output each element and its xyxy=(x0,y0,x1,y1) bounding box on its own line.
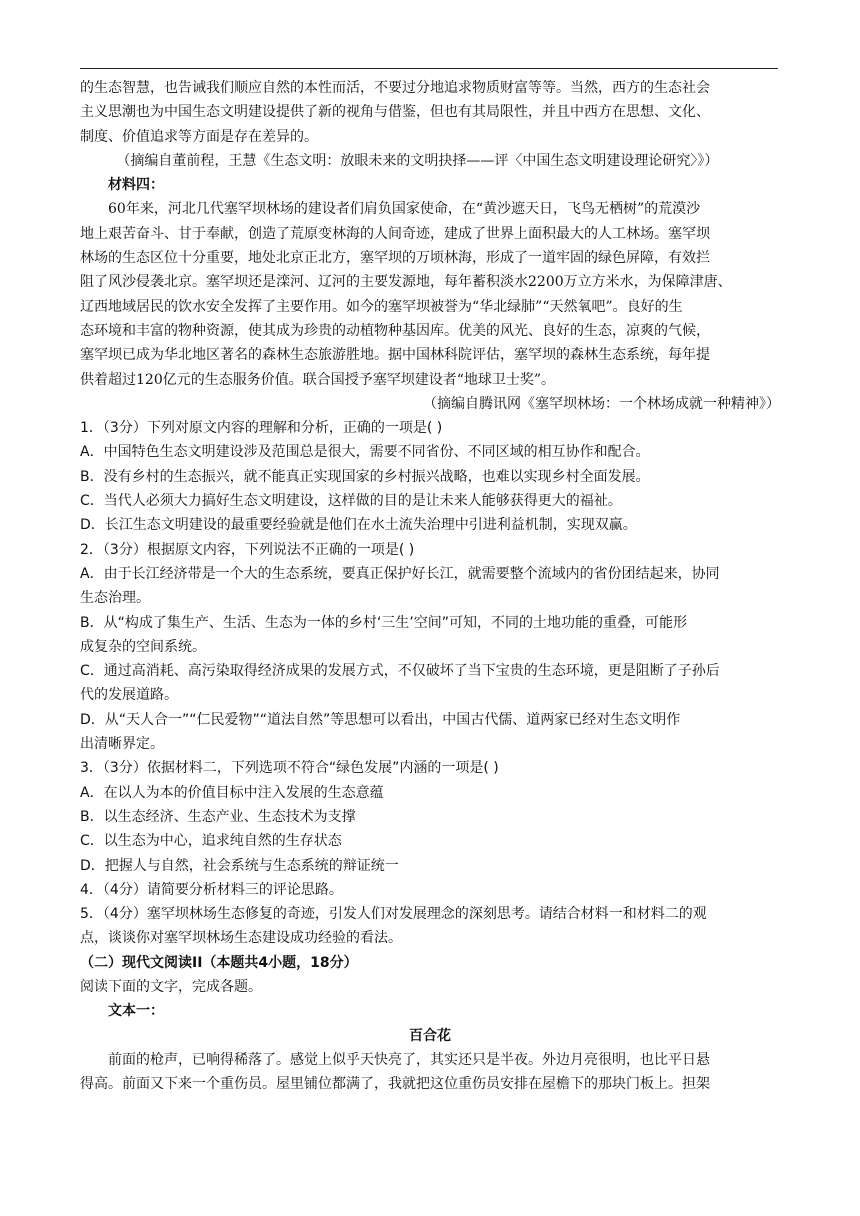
question-1-option-b: B．没有乡村的生态振兴，就不能真正实现国家的乡村振兴战略，也难以实现乡村全面发展。 xyxy=(80,468,650,485)
question-2-option-a: A．由于长江经济带是一个大的生态系统，要真正保护好长江，就需要整个流域内的省份团结起来，协同 xyxy=(80,565,720,582)
question-5-stem-cont: 点，谈谈你对塞罕坝林场生态建设成功经验的看法。 xyxy=(80,930,402,947)
question-1-option-a: A．中国特色生态文明建设涉及范围总是很大，需要不同省份、不同区域的相互协作和配合。 xyxy=(80,444,650,461)
material-4-line: 地上艰苦奋斗、甘于奉献，创造了荒原变林海的人间奇迹，建成了世界上面积最大的人工林场。塞罕坝 xyxy=(80,225,710,242)
story-line: 前面的枪声，已响得稀落了。感觉上似乎天快亮了，其实还只是半夜。外边月亮很明，也比平日悬 xyxy=(108,1051,710,1068)
source-citation-4: （摘编自腾讯网《塞罕坝林场：一个林场成就一种精神》） xyxy=(423,395,780,412)
source-citation-3: （摘编自董前程，王慧《生态文明：放眼未来的文明抉择——评〈中国生态文明建设理论研究〉》） xyxy=(116,152,719,169)
intro-line: 制度、价值追求等方面是存在差异的。 xyxy=(80,128,318,145)
question-2-option-b-cont: 成复杂的空间系统。 xyxy=(80,638,206,655)
material-4-line: 阻了风沙侵袭北京。塞罕坝还是滦河、辽河的主要发源地，每年蓄积淡水2200万立方米水，为保障津唐、 xyxy=(80,274,732,291)
question-1-option-c: C．当代人必须大力搞好生态文明建设，这样做的目的是让未来人能够获得更大的福祉。 xyxy=(80,493,622,510)
question-3-option-b: B．以生态经济、生态产业、生态技术为支撑 xyxy=(80,808,356,825)
question-3-option-a: A．在以人为本的价值目标中注入发展的生态意蕴 xyxy=(80,784,384,801)
material-4-line: 林场的生态区位十分重要，地处北京正北方，塞罕坝的万顷林海，形成了一道牢固的绿色屏障，有效拦 xyxy=(80,250,710,267)
material-4-label: 材料四： xyxy=(108,177,164,194)
question-3-option-d: D．把握人与自然，社会系统与生态系统的辩证统一 xyxy=(80,857,399,874)
question-5-stem: 5．（4分）塞罕坝林场生态修复的奇迹，引发人们对发展理念的深刻思考。请结合材料一和材料二的观 xyxy=(80,906,707,923)
material-4-line: 态环境和丰富的物种资源，使其成为珍贵的动植物种基因库。优美的风光、良好的生态，凉爽的气候， xyxy=(80,322,710,339)
text-1-label: 文本一： xyxy=(108,1003,164,1020)
material-4-line: 辽西地域居民的饮水安全发挥了主要作用。如今的塞罕坝被誉为“华北绿肺”“天然氧吧”。良好的生 xyxy=(80,298,683,315)
section-2-heading: （二）现代文阅读II（本题共4小题，18分） xyxy=(80,954,358,971)
material-4-line: 塞罕坝已成为华北地区著名的森林生态旅游胜地。据中国林科院评估，塞罕坝的森林生态系统，每年提 xyxy=(80,347,710,364)
question-3-option-c: C．以生态为中心，追求纯自然的生存状态 xyxy=(80,833,342,850)
question-2-option-a-cont: 生态治理。 xyxy=(80,590,150,607)
material-4-line: 供着超过120亿元的生态服务价值。联合国授予塞罕坝建设者“地球卫士奖”。 xyxy=(80,371,556,388)
question-1-option-d: D．长江生态文明建设的最重要经验就是他们在水土流失治理中引进利益机制，实现双赢。 xyxy=(80,517,637,534)
story-line: 得高。前面又下来一个重伤员。屋里铺位都满了，我就把这位重伤员安排在屋檐下的那块门板上。担架 xyxy=(80,1076,710,1093)
question-2-stem: 2．（3分）根据原文内容，下列说法不正确的一项是( ) xyxy=(80,541,415,558)
question-4-stem: 4．（4分）请简要分析材料三的评论思路。 xyxy=(80,881,343,898)
header-rule xyxy=(80,68,778,69)
question-2-option-c: C．通过高消耗、高污染取得经济成果的发展方式，不仅破坏了当下宝贵的生态环境，更是阻断了子孙后 xyxy=(80,663,720,680)
question-2-option-b: B．从“构成了集生产、生活、生态为一体的乡村‘三生’空间”可知，不同的土地功能的重叠，可能形 xyxy=(80,614,688,631)
material-4-line: 60年来，河北几代塞罕坝林场的建设者们肩负国家使命，在“黄沙遮天日，飞鸟无栖树”的荒漠沙 xyxy=(108,201,701,218)
question-2-option-c-cont: 代的发展道路。 xyxy=(80,687,178,704)
document-body xyxy=(80,76,780,1096)
intro-line: 的生态智慧，也告诫我们顺应自然的本性而活，不要过分地追求物质财富等等。当然，西方的生态社会 xyxy=(80,80,710,96)
section-2-instruction: 阅读下面的文字，完成各题。 xyxy=(80,978,262,995)
question-2-option-d-cont: 出清晰界定。 xyxy=(80,736,164,753)
question-3-stem: 3．（3分）依据材料二，下列选项不符合“绿色发展”内涵的一项是( ) xyxy=(80,760,499,777)
question-2-option-d: D．从“天人合一”“仁民爱物”“道法自然”等思想可以看出，中国古代儒、道两家已经对生态文明作 xyxy=(80,711,681,728)
question-1-stem: 1．（3分）下列对原文内容的理解和分析，正确的一项是( ) xyxy=(80,420,443,437)
intro-line: 主义思潮也为中国生态文明建设提供了新的视角与借鉴，但也有其局限性，并且中西方在思想、文化、 xyxy=(80,104,710,121)
story-title: 百合花 xyxy=(409,1027,451,1044)
